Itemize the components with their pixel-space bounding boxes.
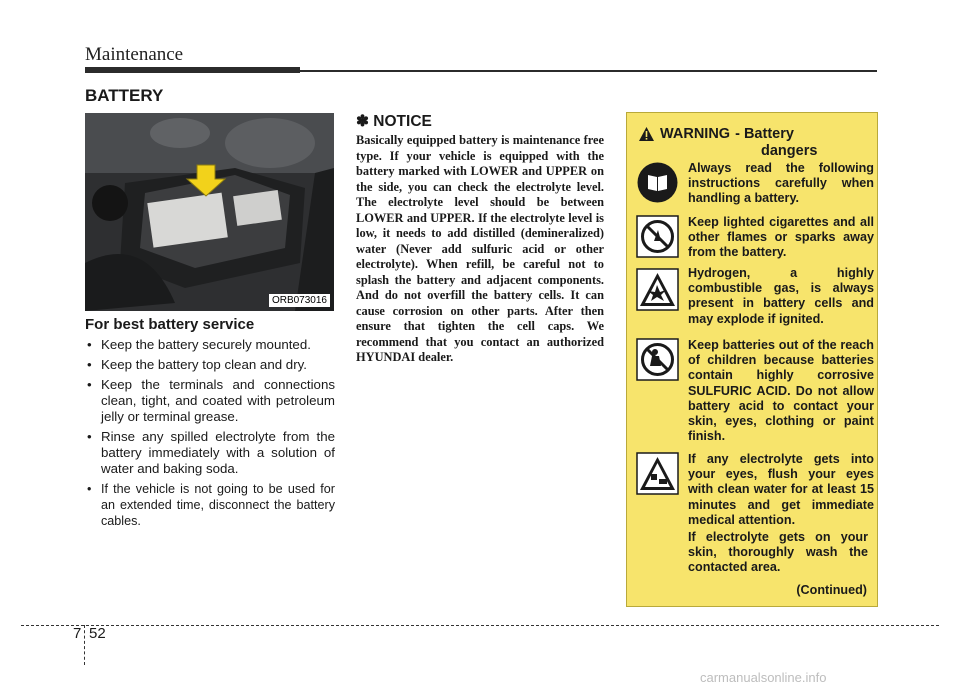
watermark: carmanualsonline.info xyxy=(700,670,827,685)
warning-box xyxy=(626,112,878,607)
photo-code: ORB073016 xyxy=(269,294,330,307)
warning-label: WARNING xyxy=(660,126,731,142)
best-service-title: For best battery service xyxy=(85,316,255,333)
header-rule-thick xyxy=(85,67,300,73)
chapter-number: 7 xyxy=(73,625,82,642)
list-item: • Rinse any spilled electrolyte from the battery immediately with a solution of water and baking soda. xyxy=(85,429,335,477)
section-title: BATTERY xyxy=(85,86,164,105)
list-item: • Keep the battery securely mounted. xyxy=(85,337,335,353)
book-icon xyxy=(636,161,679,204)
warning-item-text: Always read the following instructions carefully when handling a battery. xyxy=(688,161,874,206)
notice-text: Basically equipped battery is maintenance free type. If your vehicle is equipped with the battery marked with LOWER and UPPER on the side, you can check the electrolyte level. The electrolyte level should be between LOWER and UPPER. If the electrolyte level is low, it needs to add distilled (demineralized) water (Never add sulfuric acid or other electrolyte). When refill, be careful not to splash the battery and adjacent components. And do not overfill the battery cells. It can cause corrosion on other parts. After then ensure that tighten the cell caps. We recommend that you contact an authorized HYUNDAI dealer. xyxy=(356,133,604,364)
header-rule-thin xyxy=(300,70,877,72)
continued-label: (Continued) xyxy=(796,583,867,597)
list-item: • Keep the battery top clean and dry. xyxy=(85,357,335,373)
keep-away-children-icon xyxy=(636,338,679,381)
battery-photo xyxy=(85,113,334,311)
list-item: • If the vehicle is not going to be used for an extended time, disconnect the battery cables. xyxy=(85,481,335,529)
page-number: 52 xyxy=(89,625,106,642)
notice-title: ✽ NOTICE xyxy=(356,113,432,130)
warning-title-line2: dangers xyxy=(761,143,818,159)
warning-item-text: Keep lighted cigarettes and all other flames or sparks away from the battery. xyxy=(688,215,874,260)
explosion-icon xyxy=(636,268,679,311)
list-item: • Keep the terminals and connections clean, tight, and coated with petroleum jelly or terminal grease. xyxy=(85,377,335,425)
warning-heading xyxy=(638,126,818,159)
warning-extra-text: If electrolyte gets on your skin, thoroughly wash the contacted area. xyxy=(688,530,868,575)
warning-triangle-icon xyxy=(638,126,655,142)
warning-item-text: Keep batteries out of the reach of children because batteries contain highly corrosive SULFURIC ACID. Do not allow battery acid to contact your skin, eyes, clothing or paint finish. xyxy=(688,338,874,444)
best-service-list xyxy=(85,337,335,533)
warning-title: - Battery xyxy=(735,126,794,142)
warning-item-text: Hydrogen, a highly combustible gas, is always present in battery cells and may explode if ignited. xyxy=(688,266,874,326)
warning-item-text: If any electrolyte gets into your eyes, flush your eyes with clean water for at least 15 minutes and get immediate medical attention. xyxy=(688,452,874,527)
acid-icon xyxy=(636,452,679,495)
footer-rule xyxy=(21,625,939,626)
footer-divider xyxy=(84,625,85,665)
header-title: Maintenance xyxy=(85,44,184,65)
no-smoking-icon xyxy=(636,215,679,258)
